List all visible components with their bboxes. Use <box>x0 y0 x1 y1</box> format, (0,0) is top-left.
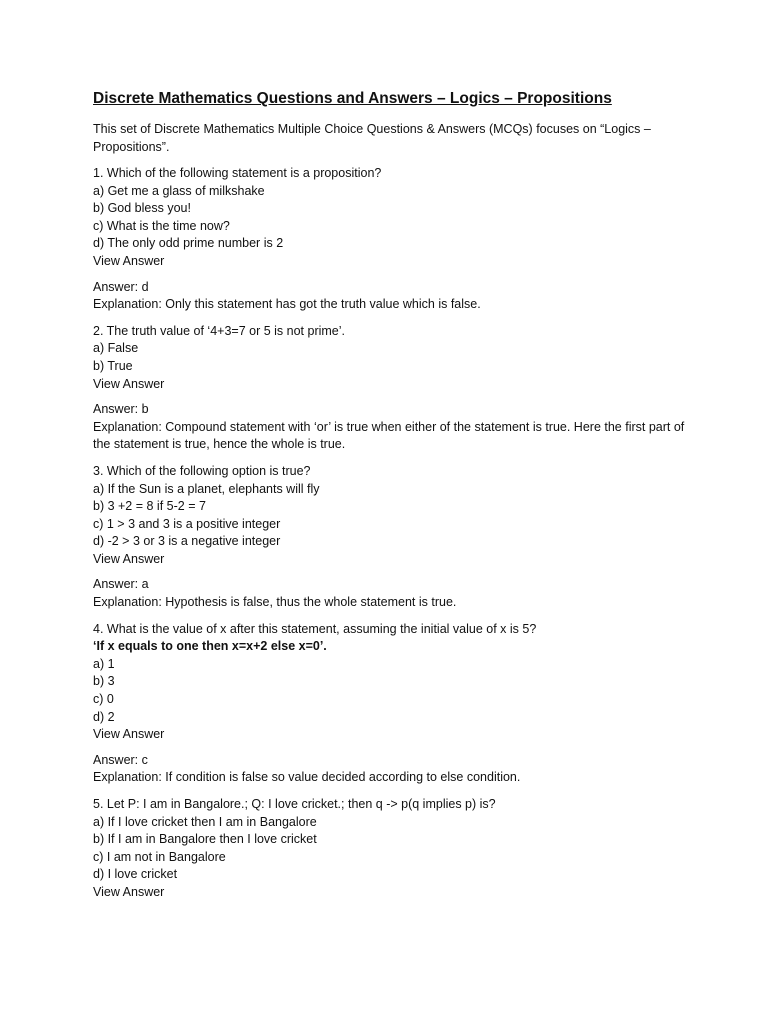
question-text: 1. Which of the following statement is a proposition? <box>93 166 382 180</box>
question-text: 4. What is the value of x after this statement, assuming the initial value of x is 5? <box>93 621 537 636</box>
option-b: b) True <box>93 358 133 373</box>
answer-text: Answer: b <box>93 402 149 417</box>
question-text: 3. Which of the following option is true? <box>93 463 311 478</box>
view-answer-link[interactable]: View Answer <box>93 884 165 899</box>
option-a: a) 1 <box>93 656 115 671</box>
option-d: d) The only odd prime number is 2 <box>93 236 284 251</box>
option-c: c) 0 <box>93 692 114 707</box>
view-answer-link[interactable]: View Answer <box>93 551 165 566</box>
option-a: a) If the Sun is a planet, elephants will fly <box>93 481 320 496</box>
question-text: 2. The truth value of ‘4+3=7 or 5 is not prime’. <box>93 323 345 338</box>
option-b: b) 3 <box>93 674 115 689</box>
question-3 <box>93 463 693 612</box>
explanation-text: Explanation: Compound statement with ‘or’ is true when either of the statement is true. Here the first part of the statement is true, hence the whole is true. <box>93 419 685 452</box>
answer-text: Answer: d <box>93 279 149 294</box>
view-answer-link[interactable]: View Answer <box>93 727 165 742</box>
option-d: d) -2 > 3 or 3 is a negative integer <box>93 534 281 549</box>
answer-text: Answer: a <box>93 577 149 592</box>
option-d: d) 2 <box>93 709 115 724</box>
question-1 <box>93 165 693 314</box>
option-c: c) 1 > 3 and 3 is a positive integer <box>93 516 281 531</box>
option-d: d) I love cricket <box>93 867 178 882</box>
page-title: Discrete Mathematics Questions and Answers – Logics – Propositions <box>93 90 612 107</box>
answer-text: Answer: c <box>93 752 148 767</box>
option-a: a) False <box>93 341 139 356</box>
explanation-text: Explanation: If condition is false so value decided according to else condition. <box>93 770 521 785</box>
question-code-statement: ‘If x equals to one then x=x+2 else x=0’. <box>93 639 327 654</box>
intro-paragraph: This set of Discrete Mathematics Multiple Choice Questions & Answers (MCQs) focuses on “Logics – Propositions”. <box>93 122 651 154</box>
question-text: 5. Let P: I am in Bangalore.; Q: I love cricket.; then q -> p(q implies p) is? <box>93 797 496 811</box>
document-content <box>93 89 693 902</box>
option-b: b) 3 +2 = 8 if 5-2 = 7 <box>93 499 206 514</box>
option-a: a) If I love cricket then I am in Bangalore <box>93 814 317 829</box>
option-b: b) If I am in Bangalore then I love cricket <box>93 832 317 847</box>
view-answer-link[interactable]: View Answer <box>93 253 165 268</box>
question-2 <box>93 323 693 454</box>
explanation-text: Explanation: Only this statement has got the truth value which is false. <box>93 297 481 312</box>
question-4 <box>93 621 693 787</box>
question-5 <box>93 796 693 902</box>
option-c: c) What is the time now? <box>93 218 230 233</box>
option-b: b) God bless you! <box>93 201 191 216</box>
view-answer-link[interactable]: View Answer <box>93 376 165 391</box>
option-c: c) I am not in Bangalore <box>93 849 226 864</box>
explanation-text: Explanation: Hypothesis is false, thus the whole statement is true. <box>93 595 457 610</box>
option-a: a) Get me a glass of milkshake <box>93 183 265 198</box>
